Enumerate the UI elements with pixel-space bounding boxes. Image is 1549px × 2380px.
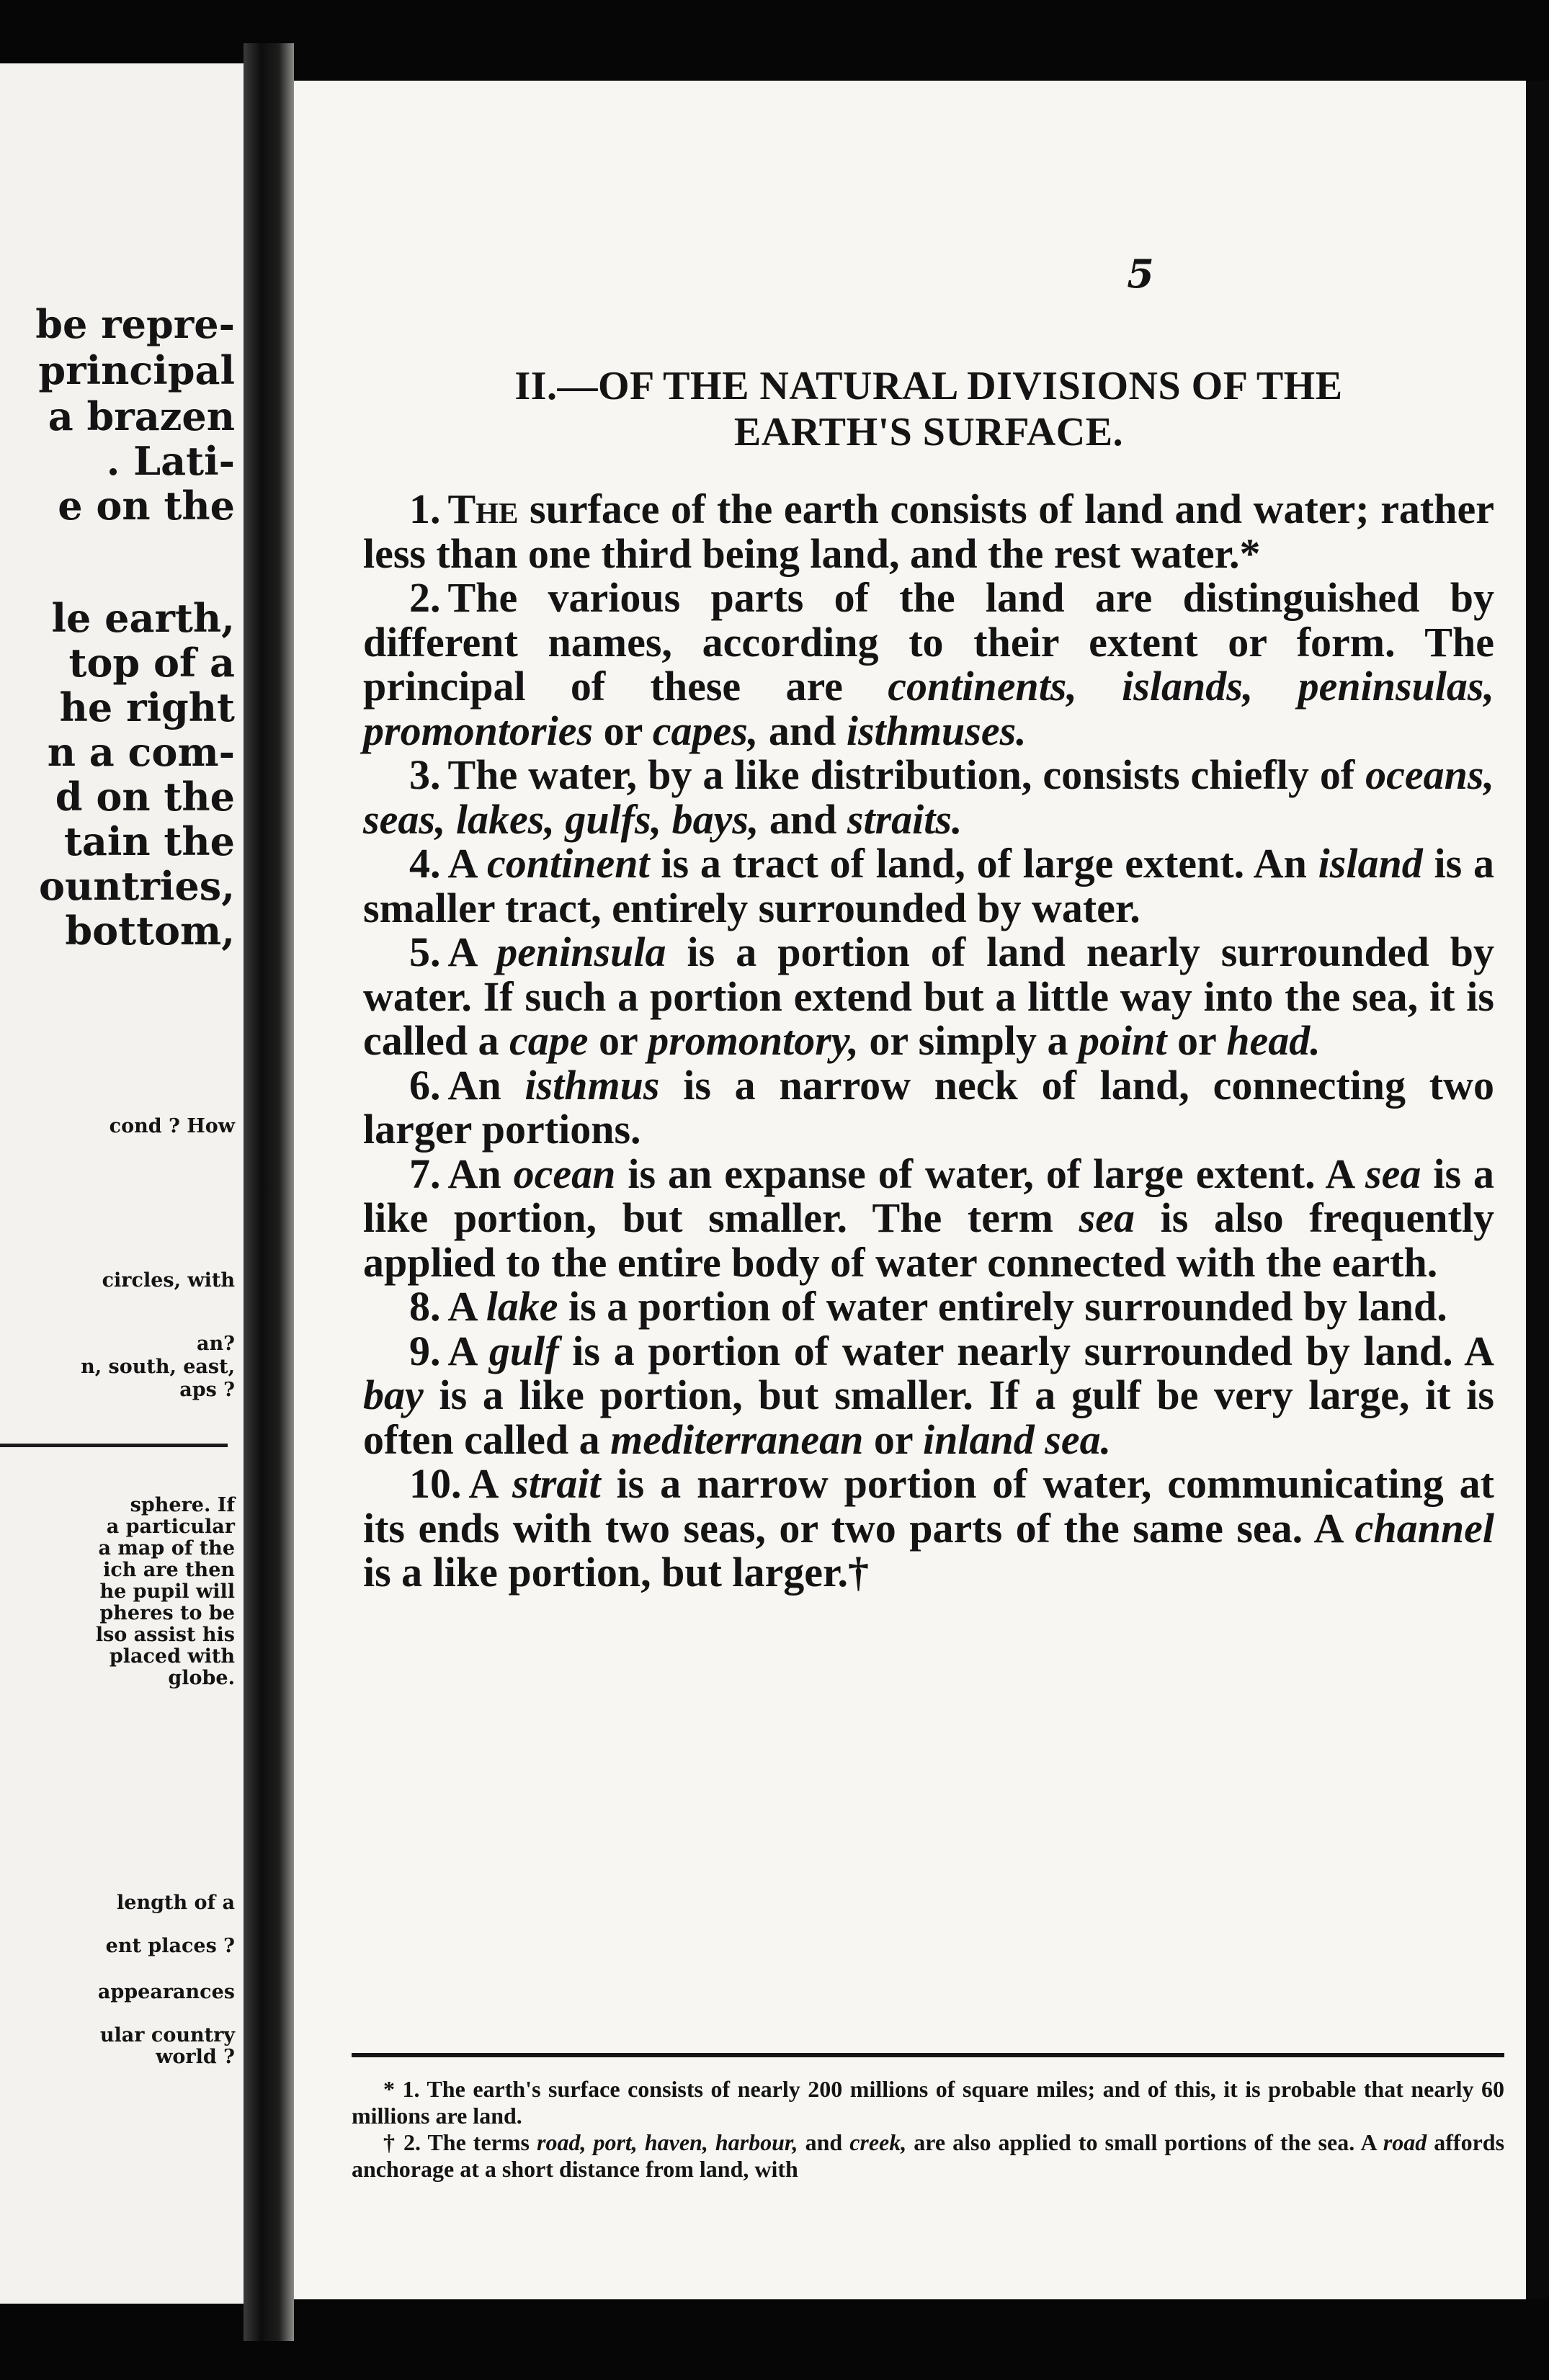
paragraph-text: is a narrow neck of land, connecting two larger portions. (363, 1061, 1494, 1153)
italic-term: promontory, (648, 1017, 859, 1064)
section-heading (363, 363, 1494, 455)
left-note-line: a map of the (98, 1537, 235, 1560)
paragraph-text: is a like portion, but smaller. The term (363, 1150, 1495, 1241)
paragraph-8 (363, 1284, 1494, 1329)
left-question: an? (197, 1333, 235, 1355)
left-line: tain the (63, 818, 235, 864)
left-note-line: pheres to be (99, 1602, 235, 1624)
italic-term: inland sea. (923, 1415, 1112, 1463)
left-note-line: sphere. If (130, 1494, 235, 1516)
left-line: e on the (58, 483, 235, 529)
footnotes (352, 2076, 1504, 2183)
footnote-divider (352, 2053, 1504, 2057)
italic-term: bay (363, 1372, 424, 1418)
book-page (294, 81, 1526, 2299)
left-question: n, south, east, (81, 1356, 235, 1378)
paragraph-10 (363, 1462, 1494, 1595)
paragraph-text: is a portion of water entirely surrounded by land. (558, 1283, 1447, 1330)
body-text (363, 487, 1494, 1595)
paragraph-text: A (447, 1283, 486, 1330)
paragraph-text: is a portion of land nearly surrounded by water. If such a portion extend but a little way into the sea, it is called a (363, 929, 1494, 1064)
italic-term: isthmuses. (846, 707, 1027, 754)
italic-term: sea (1365, 1150, 1421, 1197)
paragraph-text: An (447, 1061, 525, 1109)
italic-term: channel (1354, 1504, 1494, 1552)
paragraph-4 (363, 841, 1494, 930)
italic-term: sea (1079, 1194, 1135, 1241)
paragraph-number: 3. (409, 751, 441, 798)
italic-term: cape (509, 1017, 589, 1064)
paragraph-text: A (447, 929, 497, 975)
paragraph-text: A (447, 1327, 489, 1374)
previous-page-fragment (0, 63, 244, 2304)
paragraph-number: 10. (409, 1460, 462, 1507)
heading-line-2: EARTH'S SURFACE. (733, 410, 1124, 455)
book-gutter (244, 43, 294, 2341)
left-divider (0, 1444, 228, 1447)
footnote-2 (352, 2129, 1504, 2183)
left-question: appearances (97, 1981, 235, 2003)
italic-term: ocean (513, 1150, 616, 1197)
italic-term: peninsula (496, 929, 666, 975)
paragraph-text: The various parts of the land are distinguished by different names, according to their extent or form. The principal of these are (363, 574, 1494, 710)
paragraph-text: or (588, 1017, 648, 1064)
italic-term: creek, (849, 2129, 907, 2155)
italic-term: continents, islands, peninsulas, promontories (363, 663, 1494, 754)
paragraph-number: 9. (409, 1327, 441, 1374)
paragraph-9 (363, 1329, 1494, 1462)
italic-term: road (1383, 2129, 1427, 2155)
left-line: ountries, (38, 863, 235, 909)
paragraph-6 (363, 1063, 1494, 1152)
paragraph-text: is a tract of land, of large extent. An (649, 840, 1318, 887)
italic-term: straits. (847, 795, 963, 843)
left-line: bottom, (65, 908, 235, 954)
italic-term: point (1078, 1017, 1167, 1064)
paragraph-number: 5. (409, 929, 441, 975)
left-note-line: ich are then (103, 1559, 235, 1581)
italic-term: island (1318, 840, 1423, 887)
left-question: length of a (117, 1892, 235, 1914)
heading-line-1: II.—OF THE NATURAL DIVISIONS OF THE (514, 364, 1343, 408)
paragraph-3 (363, 753, 1494, 841)
footnote-text: affords anchorage at a short distance from land, with (352, 2129, 1505, 2182)
footnote-text: † 2. The terms (383, 2129, 537, 2155)
left-question: world ? (156, 2046, 235, 2068)
paragraph-text: or (593, 707, 653, 754)
left-note-line: globe. (168, 1667, 235, 1689)
footnote-text: * 1. The earth's surface consists of nearly 200 millions of square miles; and of this, it is probable that nearly 60 millions are land. (352, 2076, 1504, 2129)
left-line: . Lati- (106, 438, 235, 484)
paragraph-number: 8. (409, 1283, 441, 1330)
left-line: a brazen (48, 393, 235, 439)
paragraph-text: An (447, 1150, 514, 1197)
left-question: ent places ? (105, 1935, 235, 1957)
paragraph-text: or (863, 1415, 924, 1463)
paragraph-5 (363, 930, 1494, 1063)
paragraph-text: surface of the earth consists of land and water; rather less than one third being land, and the rest water.* (363, 486, 1494, 577)
italic-term: continent (487, 840, 650, 887)
left-question: ular country (99, 2024, 235, 2046)
italic-term: capes, (652, 707, 759, 754)
paragraph-number: 1. (409, 486, 441, 532)
left-note-line: lso assist his (95, 1624, 235, 1646)
paragraph-text: is a narrow portion of water, communicating at its ends with two seas, or two parts of the same sea. A (363, 1460, 1494, 1552)
italic-term: road, port, haven, harbour, (537, 2129, 798, 2155)
paragraph-text: and (759, 795, 847, 843)
paragraph-text: is an expanse of water, of large extent. A (615, 1150, 1366, 1197)
paragraph-text: is a smaller tract, entirely surrounded by water. (363, 840, 1494, 931)
left-note-line: a particular (106, 1516, 235, 1538)
paragraph-text: A (447, 840, 487, 887)
paragraph-1 (363, 487, 1494, 576)
paragraph-text: or simply a (858, 1017, 1079, 1064)
paragraph-text: or (1166, 1017, 1227, 1064)
paragraph-text: is also frequently applied to the entire body of water connected with the earth. (363, 1194, 1494, 1286)
paragraph-text: A (468, 1460, 513, 1507)
italic-term: oceans, seas, lakes, gulfs, bays, (363, 751, 1494, 843)
italic-term: gulf (488, 1327, 559, 1374)
page-number: 5 (1127, 251, 1154, 297)
italic-term: mediterranean (610, 1415, 864, 1463)
left-line: principal (38, 347, 235, 393)
paragraph-text: and (758, 707, 847, 754)
paragraph-number: 2. (409, 574, 441, 621)
italic-term: strait (512, 1460, 601, 1507)
left-question: circles, with (102, 1269, 235, 1292)
footnote-text: and (798, 2129, 850, 2155)
left-line: top of a (68, 640, 235, 686)
italic-term: lake (486, 1283, 558, 1330)
paragraph-text: is a like portion, but larger.† (363, 1549, 869, 1596)
lead-word: The (447, 486, 519, 532)
paragraph-text: is a portion of water nearly surrounded by land. A (558, 1327, 1494, 1374)
paragraph-number: 6. (409, 1061, 441, 1109)
left-line: n a com- (47, 729, 235, 775)
left-line: he right (59, 684, 235, 730)
left-note-line: he pupil will (99, 1580, 235, 1603)
paragraph-number: 7. (409, 1150, 441, 1197)
left-line: le earth, (51, 595, 235, 641)
left-line: be repre- (35, 301, 235, 347)
footnote-text: are also applied to small portions of the sea. A (906, 2129, 1383, 2155)
paragraph-number: 4. (409, 840, 441, 887)
italic-term: head. (1226, 1017, 1321, 1064)
paragraph-7 (363, 1152, 1494, 1285)
left-note-line: placed with (109, 1645, 235, 1668)
left-question: cond ? How (109, 1115, 235, 1137)
scan-border (1526, 81, 1549, 2299)
left-question: aps ? (179, 1379, 235, 1401)
paragraph-text: The water, by a like distribution, consists chiefly of (447, 751, 1366, 798)
left-line: d on the (55, 774, 235, 820)
paragraph-2 (363, 576, 1494, 753)
paragraph-text: is a like portion, but smaller. If a gulf be very large, it is often called a (363, 1372, 1494, 1463)
italic-term: isthmus (524, 1061, 660, 1109)
footnote-1 (352, 2076, 1504, 2129)
